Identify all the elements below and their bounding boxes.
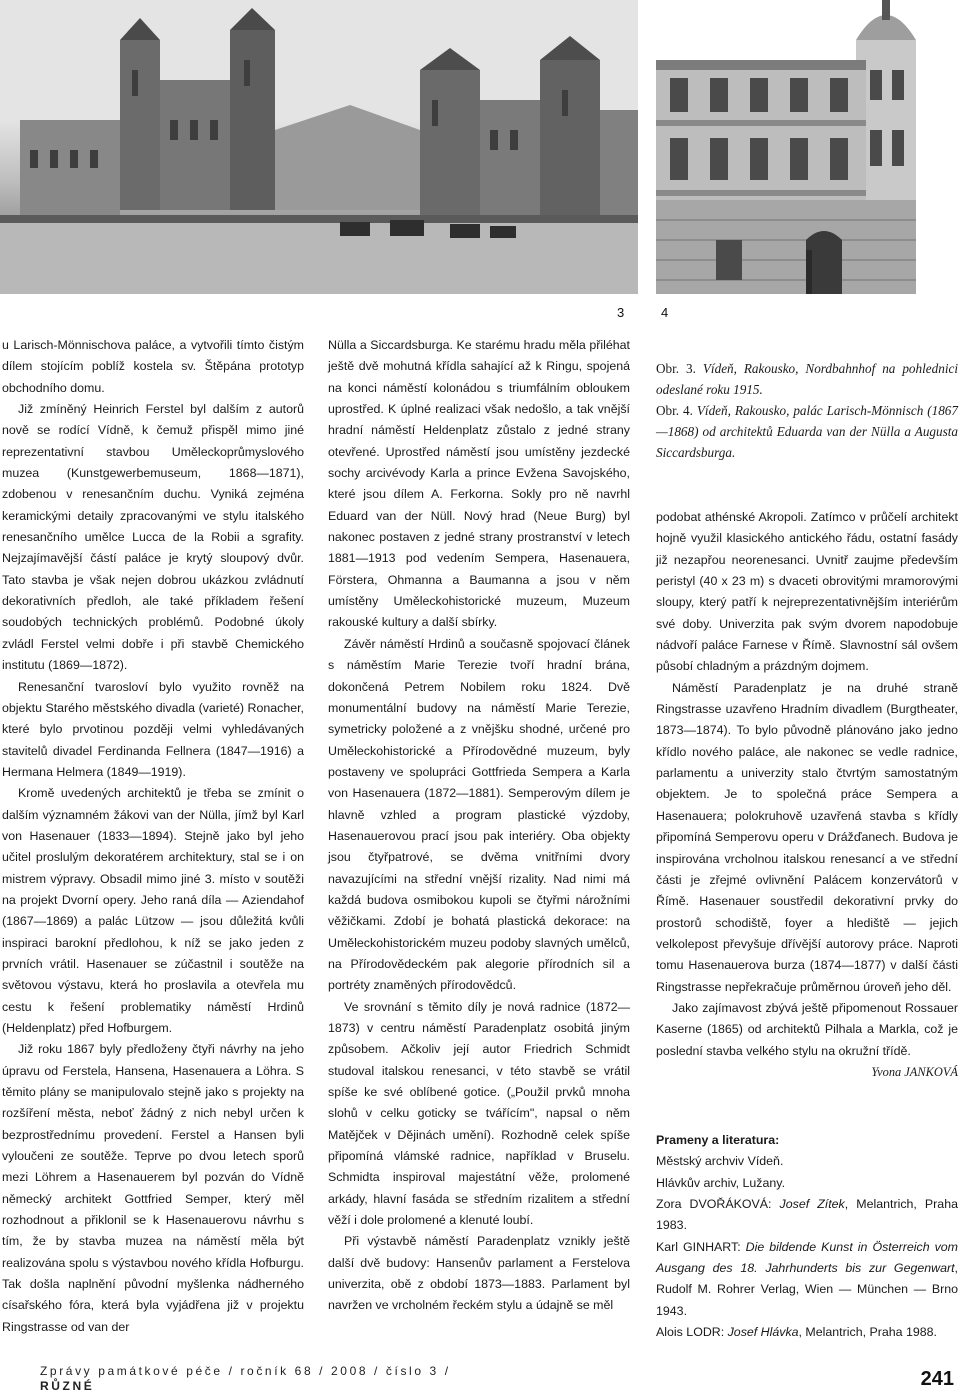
paragraph: Renesanční tvarosloví bylo využito rovněž na objektu Starého městského divadla (varieté) Ronacher, které bylo prvotinou později velmi vyhledávaných stavitelů divadel Ferdinanda Fellnera (1847—1916) a Hermana Helmera (1849—1919). <box>2 679 304 779</box>
paragraph: Při výstavbě náměstí Paradenplatz vznikly ještě další dvě budovy: Hansenův parlament a Ferstelova univerzita, obě z období 1873—1883. Parlament byl navržen ve vrcholném řeckém stylu a údajně se měl <box>328 1234 630 1313</box>
paragraph: Jako zajímavost zbývá ještě připomenout Rossauer Kaserne (1865) od architektů Pilhala a Markla, což je poslední stavba velkého stylu na okružní třídě. <box>656 1000 958 1058</box>
page-number: 241 <box>920 1368 954 1390</box>
palace-illustration <box>656 0 960 294</box>
palace-larisch-monnisch-photo <box>656 0 960 294</box>
paragraph: podobat athénské Akropoli. Zatímco v průčelí architekt hojně využil klasického antického řádu, ostatní fasády již nezapřou neorenesanci. Uvnitř zaujme především peristyl (40 x 23 m) s dvaceti obrovitými mramorovými sloupy, který patří k nejreprezentativnějším interiérům své doby. Univerzita pak svým dvorem napodobuje nádvoří paláce Farnese v Římě. Slavnostní sál ovšem působí chladným a prázdným dojmem. <box>656 510 958 674</box>
text-column-3 <box>656 507 958 1083</box>
source-title: Die bildende Kunst in Österreich vom Ausgang des 18. Jahrhunderts bis zur Gegenwart <box>656 1239 958 1276</box>
paragraph: Ve srovnání s těmito díly je nová radnice (1872—1873) v centru náměstí Paradenplatz osobitá jiným způsobem. Ačkoliv její autor Friedrich Schmidt studoval italskou renesanci, v této stavbě se vrátil spíše ke své oblíbené gotice. („Použil prvků mnoha slohů v celku goticky se tvářícím", napsal o něm Matějček v Dějinách umění). Rozhodně celek spíše připomíná vlámské radnice, například v Bruselu. Schmidta inspiroval majestátní věže, prolomené arkády, hlavní fasáda se středním rizalitem a střední věží i dole prolomené a klenuté loubí. <box>328 999 630 1228</box>
source-author: Alois LODR: <box>656 1325 728 1340</box>
figure-captions <box>656 358 958 463</box>
sources-heading: Prameny a literatura: <box>656 1133 780 1147</box>
text-column-1 <box>2 335 304 1338</box>
paragraph: Již zmíněný Heinrich Ferstel byl dalším z autorů nově se rodící Vídně, k čemuž přispěl mimo jiné reprezentativní stavbou Uměleckoprůmyslového muzea (Kunstgewerbemuseum, 1868—1871), zdobenou v renesančním duchu. Vyniká zejména keramickými detaily zpracovanými ve stylu italského renesančního umělce Lucca de la Robii a sgrafity. Nejzajímavější částí paláce je krytý sloupový dvůr. Tato stavba je však nejen dobrou ukázkou zvládnutí dekorativních předloh, ale také příkladem řešení soudobých technických problémů. Podobné úkoly zvládl Ferstel velmi dobře i při stavbě Chemického institutu (1869—1872). <box>2 402 304 673</box>
caption-figure-4 <box>656 400 958 463</box>
caption-figure-3 <box>656 358 958 400</box>
source-item <box>656 1322 958 1343</box>
paragraph: u Larisch-Mönnischova paláce, a vytvořili tímto čistým dílem stojícím poblíž kostela sv. Štěpána prototyp obchodního domu. <box>2 338 304 395</box>
source-author: Karl GINHART: <box>656 1239 746 1254</box>
caption-text: Vídeň, Rakousko, palác Larisch-Mönnisch (1867—1868) od architektů Eduarda van der Nülla a Augusta Siccardsburga. <box>656 403 958 460</box>
figure-4-number: 4 <box>661 305 669 320</box>
caption-label: Obr. 3. <box>656 361 696 376</box>
source-publisher: , Melantrich, Praha 1983. <box>656 1197 958 1233</box>
journal-name: Zprávy památkové péče / ročník 68 / 2008 / číslo 3 / <box>40 1364 451 1378</box>
nordbahnhof-illustration <box>0 0 638 294</box>
journal-footer <box>40 1364 451 1394</box>
section-name: RŮZNÉ <box>40 1379 95 1393</box>
source-text: Hlávkův archiv, Lužany. <box>656 1175 786 1190</box>
caption-label: Obr. 4. <box>656 403 693 418</box>
paragraph: Nülla a Siccardsburga. Ke starému hradu měla přiléhat ještě dvě mohutná křídla sahající až k Ringu, spojená na konci náměstí kolonádou s triumfálním obloukem uprostřed. K úplné realizaci však nedošlo, a tak vnější hradní náměstí Heldenplatz zůstalo z jedné strany otevřené. Uprostřed náměstí jsou umístěny jezdecké sochy arcivévody Karla a prince Evžena Savojského, které jsou dílem A. Ferkorna. Sokly pro ně navrhl Eduard van der Nüll. Nový hrad (Neue Burg) byl nakonec postaven z jedné strany prostranství v letech 1881—1913 pod vedením Sempera, Hasenauera, Förstera, Ohmanna a Baumanna a jsou v něm umístěny Uměleckohistorické muzeum, Muzeum rakouské kultury a další sbírky. <box>328 338 630 630</box>
sources-section <box>656 1130 958 1343</box>
text-column-2 <box>328 335 630 1317</box>
nordbahnhof-photo <box>0 0 638 294</box>
source-item <box>656 1237 958 1322</box>
source-publisher: , Rudolf M. Rohrer Verlag, Wien — München — Brno 1943. <box>656 1261 958 1318</box>
source-publisher: , Melantrich, Praha 1988. <box>798 1325 937 1340</box>
source-item <box>656 1173 958 1194</box>
author-signature: Yvona JANKOVÁ <box>871 1064 958 1079</box>
figure-3-number: 3 <box>617 305 625 320</box>
source-item <box>656 1194 958 1237</box>
source-title: Josef Zítek <box>779 1197 845 1212</box>
paragraph: Kromě uvedených architektů je třeba se zmínit o dalším významném žákovi van der Nülla, jímž byl Karl von Hasenauer (1833—1894). Stejně jako byl jeho učitel proslulým dekoratérem architektury, stal se i on mistrem výpravy. Obsadil mimo jiné 3. místo v soutěži na projekt Dvorní opery. Jeho raná díla — Aziendahof (1867—1869) a palác Lützow — jsou důležitá kvůli inspiraci barokní předlohou, k níž se jako jeden z prvních vrátil. Hasenauer se zúčastnil i soutěže na světovou výstavu, která ho proslavila a otevřela mu cestu k řešení problematiky náměstí Hrdinů (Heldenplatz) před Hofburgem. <box>2 786 304 1035</box>
source-text: Městský archviv Vídeň. <box>656 1154 784 1169</box>
source-title: Josef Hlávka <box>727 1325 799 1340</box>
paragraph: Závěr náměstí Hrdinů a současně spojovací článek s náměstím Marie Terezie tvoří hradní brána, dokončená Petrem Nobilem roku 1824. Dvě monumentální budovy na náměstí Marie Terezie, symetricky položené a z vnějšku shodné, určené pro Uměleckohistorické a Přírodovědné muzeum, byly postaveny ve spolupráci Gottfrieda Sempera a Karla von Hasenauera (1872—1881). Semperovým dílem je hlavně vzhled a program plastické výzdoby, Hasenauerovou prací jsou pak interiéry. Oba objekty jsou čtyřpatrové, se dvěma vnitřními dvory navazujícími na střední vnější rizality. Nad nimi má každá budova osmibokou kupoli se čtyřmi nárožními věžičkami. Zdobí je bohatá plastická dekorace: na Uměleckohistorickém muzeu podoby slavných umělců, na Přírodovědeckém pak alegorie přírodních sil a portréty znaměných přírodovědců. <box>328 636 630 993</box>
source-author: Zora DVOŘÁKOVÁ: <box>656 1197 780 1212</box>
caption-text: Vídeň, Rakousko, Nordbahnhof na pohlednici odeslané roku 1915. <box>656 361 958 397</box>
paragraph: Již roku 1867 byly předloženy čtyři návrhy na jeho úpravu od Ferstela, Hansena, Hasenauera a Löhra. S těmito plány se manipulovalo stejně jako s projekty na rozšíření města, neboť žádný z nich nebyl určen k bezprostřednímu provedení. Ferstel a Hansen byli vyloučeni ze soutěže. Teprve po dvou letech sporů mezi Löhrem a Hasenauerem byl pozván do Vídně německý architekt Gottfried Semper, který měl rozhodnout a přiklonil se k Hasenauerovu návrhu s tím, že by stavba muzea na náměstí měla být realizována spolu s výstavbou nového křídla Hofburgu. Tak došla naplnění původní myšlenka nádherného císařského fóra, která byla vyjádřena již v projektu Ringstrasse od van der <box>2 1042 304 1334</box>
paragraph: Náměstí Paradenplatz je na druhé straně Ringstrasse uzavřeno Hradním divadlem (Burgtheater, 1873—1874). To bylo původně plánováno jako jedno křídlo nového paláce, ale nakonec se vedle radnice, parlamentu a univerzity stalo čtvrtým samostatným objektem. Je to společná práce Sempera a Hasenauera; polokruhově uzavřená stavba s křídly připomíná Semperovu operu v Drážďanech. Budova je inspirována vrcholnou italskou renesancí a ve střední části je zřejmé ovlivnění Palácem konzervátorů v Římě. Hasenauer soustředil dekorativní prvky do prostorů schodiště, foyer a hlediště — jejich velkolepost převyšuje dřívější autorovy práce. Naproti tomu Hasenauerova burza (1874—1877) v další části Ringstrasse nepřekračuje průměrnou úroveň jeho děl. <box>656 680 958 994</box>
source-item <box>656 1151 958 1172</box>
